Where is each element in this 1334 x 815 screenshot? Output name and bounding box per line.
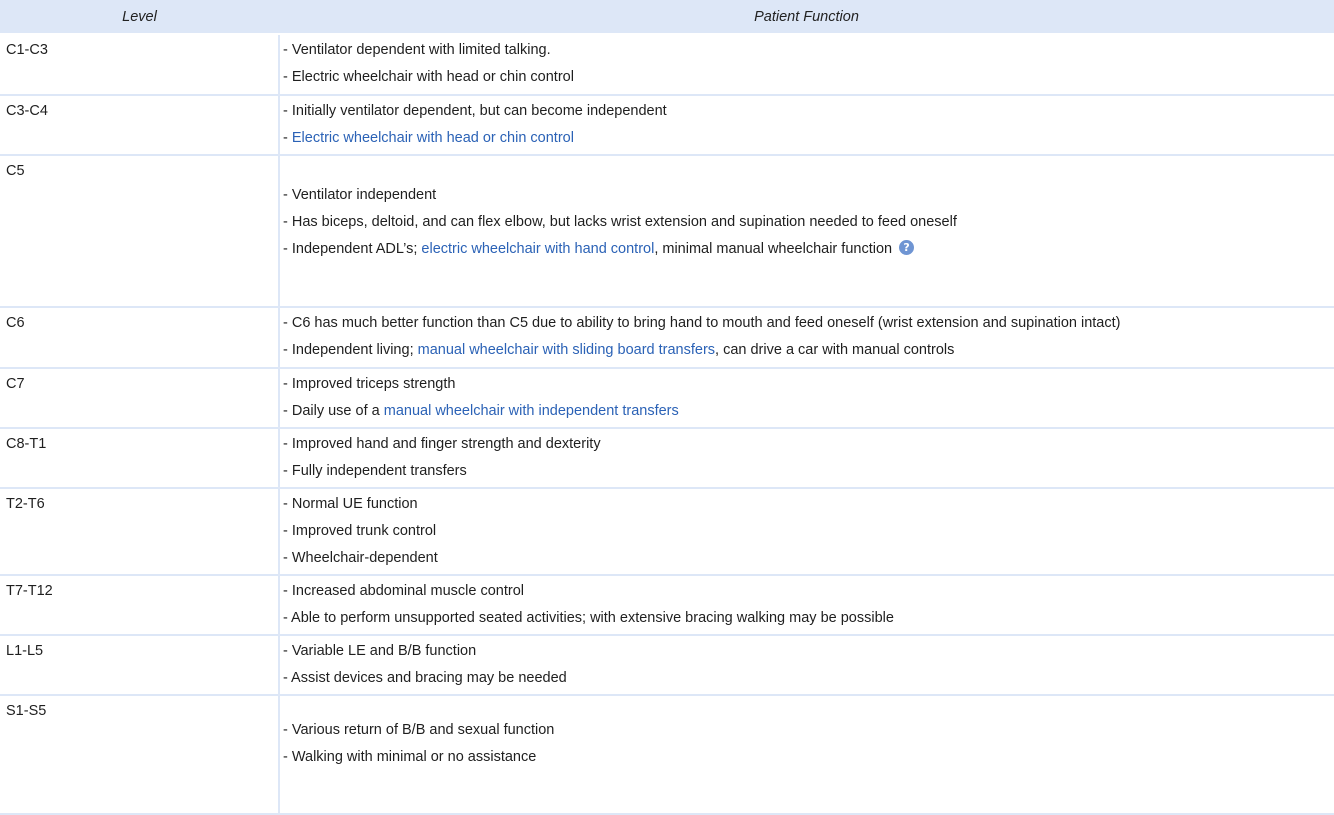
function-line	[283, 398, 1334, 425]
level-cell: T2-T6	[0, 488, 279, 575]
function-text: - Wheelchair-dependent	[283, 550, 438, 566]
function-text: - Fully independent transfers	[283, 463, 467, 479]
level-cell: S1-S5	[0, 695, 279, 814]
level-cell: C6	[0, 307, 279, 368]
function-line	[283, 638, 1334, 665]
function-text: - Increased abdominal muscle control	[283, 583, 524, 599]
function-text: , can drive a car with manual controls	[715, 342, 955, 358]
table-header-row	[0, 0, 1334, 34]
function-text: - Electric wheelchair with head or chin control	[283, 69, 574, 85]
function-line	[283, 236, 1334, 263]
function-cell	[279, 95, 1334, 155]
level-cell: C5	[0, 155, 279, 307]
level-column-header: Level	[0, 0, 279, 34]
function-text: , minimal manual wheelchair function	[654, 241, 897, 257]
function-line	[283, 209, 1334, 236]
function-line	[283, 578, 1334, 605]
function-text: - Variable LE and B/B function	[283, 643, 477, 659]
function-link[interactable]: manual wheelchair with sliding board transfers	[417, 342, 716, 358]
function-line	[283, 491, 1334, 518]
function-link[interactable]: electric wheelchair with hand control	[421, 241, 655, 257]
function-line	[283, 125, 1334, 152]
table-row	[0, 635, 1334, 695]
function-line	[283, 64, 1334, 91]
function-text: - Ventilator independent	[283, 187, 437, 203]
function-text: - Daily use of a	[283, 403, 384, 419]
function-text: - Walking with minimal or no assistance	[283, 749, 537, 765]
function-text: - Has biceps, deltoid, and can flex elbow, but lacks wrist extension and supination needed to feed oneself	[283, 214, 957, 230]
level-cell: C1-C3	[0, 34, 279, 95]
function-line	[283, 665, 1334, 692]
function-text: - Improved trunk control	[283, 523, 437, 539]
level-cell: T7-T12	[0, 575, 279, 635]
patient-function-column-header: Patient Function	[279, 0, 1334, 34]
function-text: - Improved hand and finger strength and dexterity	[283, 436, 601, 452]
function-text: - Various return of B/B and sexual function	[283, 722, 555, 738]
table-row	[0, 488, 1334, 575]
level-cell: C3-C4	[0, 95, 279, 155]
level-cell: L1-L5	[0, 635, 279, 695]
function-text: - C6 has much better function than C5 due to ability to bring hand to mouth and feed oneself (wrist extension and supination intact)	[283, 315, 1121, 331]
function-text: - Improved triceps strength	[283, 376, 456, 392]
function-line	[283, 431, 1334, 458]
function-line	[283, 518, 1334, 545]
function-text: -	[283, 130, 292, 146]
function-cell	[279, 428, 1334, 488]
table-row	[0, 307, 1334, 368]
table-row	[0, 155, 1334, 307]
table-row	[0, 428, 1334, 488]
function-cell	[279, 488, 1334, 575]
function-cell	[279, 307, 1334, 368]
function-line	[283, 371, 1334, 398]
function-line	[283, 458, 1334, 485]
function-cell	[279, 34, 1334, 95]
function-cell	[279, 635, 1334, 695]
level-cell: C8-T1	[0, 428, 279, 488]
function-line	[283, 337, 1334, 364]
function-line	[283, 37, 1334, 64]
function-cell	[279, 575, 1334, 635]
function-cell	[279, 368, 1334, 428]
function-text: - Ventilator dependent with limited talking.	[283, 42, 551, 58]
function-line	[283, 744, 1334, 771]
function-text: - Independent living;	[283, 342, 418, 358]
function-line	[283, 605, 1334, 632]
table-row	[0, 95, 1334, 155]
function-line	[283, 545, 1334, 572]
function-text: - Normal UE function	[283, 496, 418, 512]
function-line	[283, 182, 1334, 209]
function-text: - Assist devices and bracing may be needed	[283, 670, 567, 686]
function-text: - Able to perform unsupported seated activities; with extensive bracing walking may be possible	[283, 610, 894, 626]
table-row	[0, 368, 1334, 428]
function-link[interactable]: manual wheelchair with independent transfers	[383, 403, 679, 419]
table-row	[0, 34, 1334, 95]
level-cell: C7	[0, 368, 279, 428]
function-line	[283, 717, 1334, 744]
function-cell	[279, 155, 1334, 307]
function-line	[283, 98, 1334, 125]
function-text: - Initially ventilator dependent, but can become independent	[283, 103, 667, 119]
function-link[interactable]: Electric wheelchair with head or chin control	[291, 130, 574, 146]
function-line	[283, 310, 1334, 337]
table-row	[0, 575, 1334, 635]
function-text: - Independent ADL’s;	[283, 241, 422, 257]
table-body	[0, 34, 1334, 814]
help-question-icon[interactable]: ?	[899, 240, 914, 255]
